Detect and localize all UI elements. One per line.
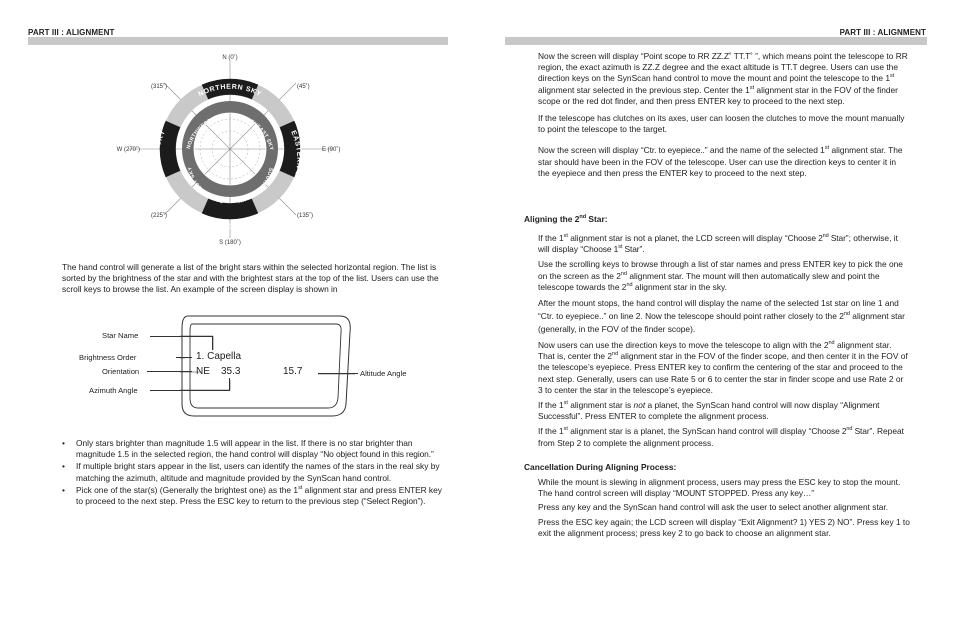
alignment-successful-paragraph: If the 1st alignment star is not a planet, the SynScan hand control will now display “Alignment Successful”. Press ENTER to complete the alignment process. [538,400,880,422]
compass-n-label: N (0˚) [222,55,238,61]
point-scope-paragraph: Now the screen will display “Point scope to RR ZZ.Z˚ TT.T˚ ”, which means point the telescope to RR region, the exact azimuth is ZZ.Z degree and the exact altitude is TT.T degree. Users can use the direction keys on the SynScan hand control to move the mount and point the telescope to the 1st alignment star selected in the previous step. Center the 1st alignment star in the FOV of the finder scope or the red dot finder, and then press ENTER key to proceed to the next step. [538,51,908,106]
compass-se-label: (135˚) [297,213,314,219]
notes-bullet-list [62,438,442,507]
choose-star-paragraph: If the 1st alignment star is not a planet, the LCD screen will display “Choose 2nd Star”; otherwise, it will display “Choose 1st Star”. [538,233,898,255]
compass-e-label: E (90˚) [322,147,341,153]
lcd-line1-star: 1. Capella [196,351,242,362]
lcd-line2-direction: NE [196,366,210,377]
mount-stops-paragraph: After the mount stops, the hand control will display the name of the selected 1st star on line 1 and “Ctr. to eyepiece..” on line 2. Now the telescope should point rather closely to the 2nd alignment star (generally, in the FOV of the finder scope). [538,298,905,335]
star-list-paragraph: The hand control will generate a list of the bright stars within the selected horizontal region. The list is sorted by the brightness of the star and with the brightest stars at the top of the list. Users can use the scroll keys to browse the list. An example of the screen display is shown in [62,262,439,295]
bullet-pick-star-note: • Pick one of the star(s) (Generally the brightest one) as the 1st alignment star and press ENTER key to proceed to the next step. Press the ESC key to return to the previous step (“Select Region”). [62,484,442,507]
sky-region-diagram [100,48,390,253]
exit-alignment-paragraph: Press the ESC key again; the LCD screen will display “Exit Alignment? 1) YES 2) NO”. Press key 1 to exit the alignment process; press key 2 to go back to choose an alignment star. [538,516,910,538]
eastern-sky-label: EASTERN SKY [289,129,303,189]
brightness-order-label: Brightness Order [79,353,137,362]
star-name-leader [150,336,213,337]
clutches-paragraph: If the telescope has clutches on its axes, user can loosen the clutches to move the mount manually to point the telescope to the target. [538,113,905,135]
lcd-line2-azimuth: 35.3 [221,366,241,377]
stop-mount-paragraph: While the mount is slewing in alignment process, users may press the ESC key to stop the mount. The hand control screen will display “MOUNT STOPPED. Press any key…” [538,477,901,499]
northern-sky-label: NORTHERN SKY [197,83,263,99]
right-header-bar [505,37,927,45]
altitude-angle-leader [318,373,358,374]
brightness-order-leader [176,357,192,358]
direction-keys-paragraph: Now users can use the direction keys to move the telescope to align with the 2nd alignment star. That is, center the 2nd alignment star in the FOV of the finder scope, and then center it in the FOV of the telescope’s eyepiece. Press ENTER key to confirm the centering of the star and proceed to the next step. Generally, users can use Rate 5 or 6 to center the star in finder scope and use Rate 2 or 3 to center the star in the telescope’s eyepiece. [538,340,908,395]
northeast-sky-label: NORTHEAST SKY [237,113,275,152]
compass-nw-label: (315˚) [150,84,167,90]
left-header-bar [28,37,448,45]
aligning-second-star-heading: Aligning the 2nd Star: [524,214,608,224]
left-page-header: PART III : ALIGNMENT [28,28,115,37]
compass-ne-label: (45˚) [297,84,310,90]
star-name-label: Star Name [102,331,139,340]
azimuth-angle-label: Azimuth Angle [89,386,138,395]
aligning-second-star-section [538,233,908,449]
bullet-multiple-stars-note: • If multiple bright stars appear in the list, users can identify the names of the stars in the real sky by matching the azimuth, altitude and magnitude provided by the SynScan hand control. [62,461,440,483]
lcd-line2-altitude: 15.7 [283,366,303,377]
azimuth-angle-leader [150,390,230,391]
right-page [477,0,954,618]
compass-sw-label: (225˚) [150,213,167,219]
press-any-key-paragraph: Press any key and the SynScan hand control will ask the user to select another alignment star. [538,502,889,513]
azimuth-angle-leader-vertical [229,378,230,391]
orientation-label: Orientation [102,367,140,376]
right-page-body [538,51,908,201]
western-sky-label: WESTERN SKY [153,128,168,190]
cancellation-heading: Cancellation During Aligning Process: [524,462,677,472]
compass-s-label: S (180˚) [219,240,241,246]
compass-w-label: W (270˚) [116,147,140,153]
southern-sky-label: SOUTHERN SKY [198,216,262,231]
altitude-angle-label: Altitude Angle [360,369,407,378]
star-name-leader-vertical [212,336,213,350]
southeast-sky-label: SOUTHEAST SKY [236,166,274,204]
northwest-sky-label: NORTHWEST SKY [185,113,225,150]
bullet-magnitude-note: • Only stars brighter than magnitude 1.5 will appear in the list. If there is no star brighter than magnitude 1.5 in the selected region, the hand control will display “No object found in this region.” [62,438,434,460]
planet-paragraph: If the 1st alignment star is a planet, the SynScan hand control will display “Choose 2nd Star”. Repeat from Step 2 to complete the alignment process. [538,426,904,448]
center-eyepiece-paragraph: Now the screen will display “Ctr. to eyepiece..” and the name of the selected 1st alignment star. The star should have been in the FOV of the telescope. User can use the direction keys to center it in the eyepiece and then press the ENTER key to proceed to the next step. [538,145,903,178]
scroll-keys-paragraph: Use the scrolling keys to browse through a list of star names and press ENTER key to pick the one on the screen as the 2nd alignment star. The mount will then automatically slew and point the telescope towards the 2nd alignment star in the sky. [538,259,903,292]
southwest-sky-label: SOUTHWEST SKY [187,165,225,204]
right-page-header: PART III : ALIGNMENT [839,28,926,37]
cancellation-section [538,477,910,539]
orientation-leader [147,371,192,372]
